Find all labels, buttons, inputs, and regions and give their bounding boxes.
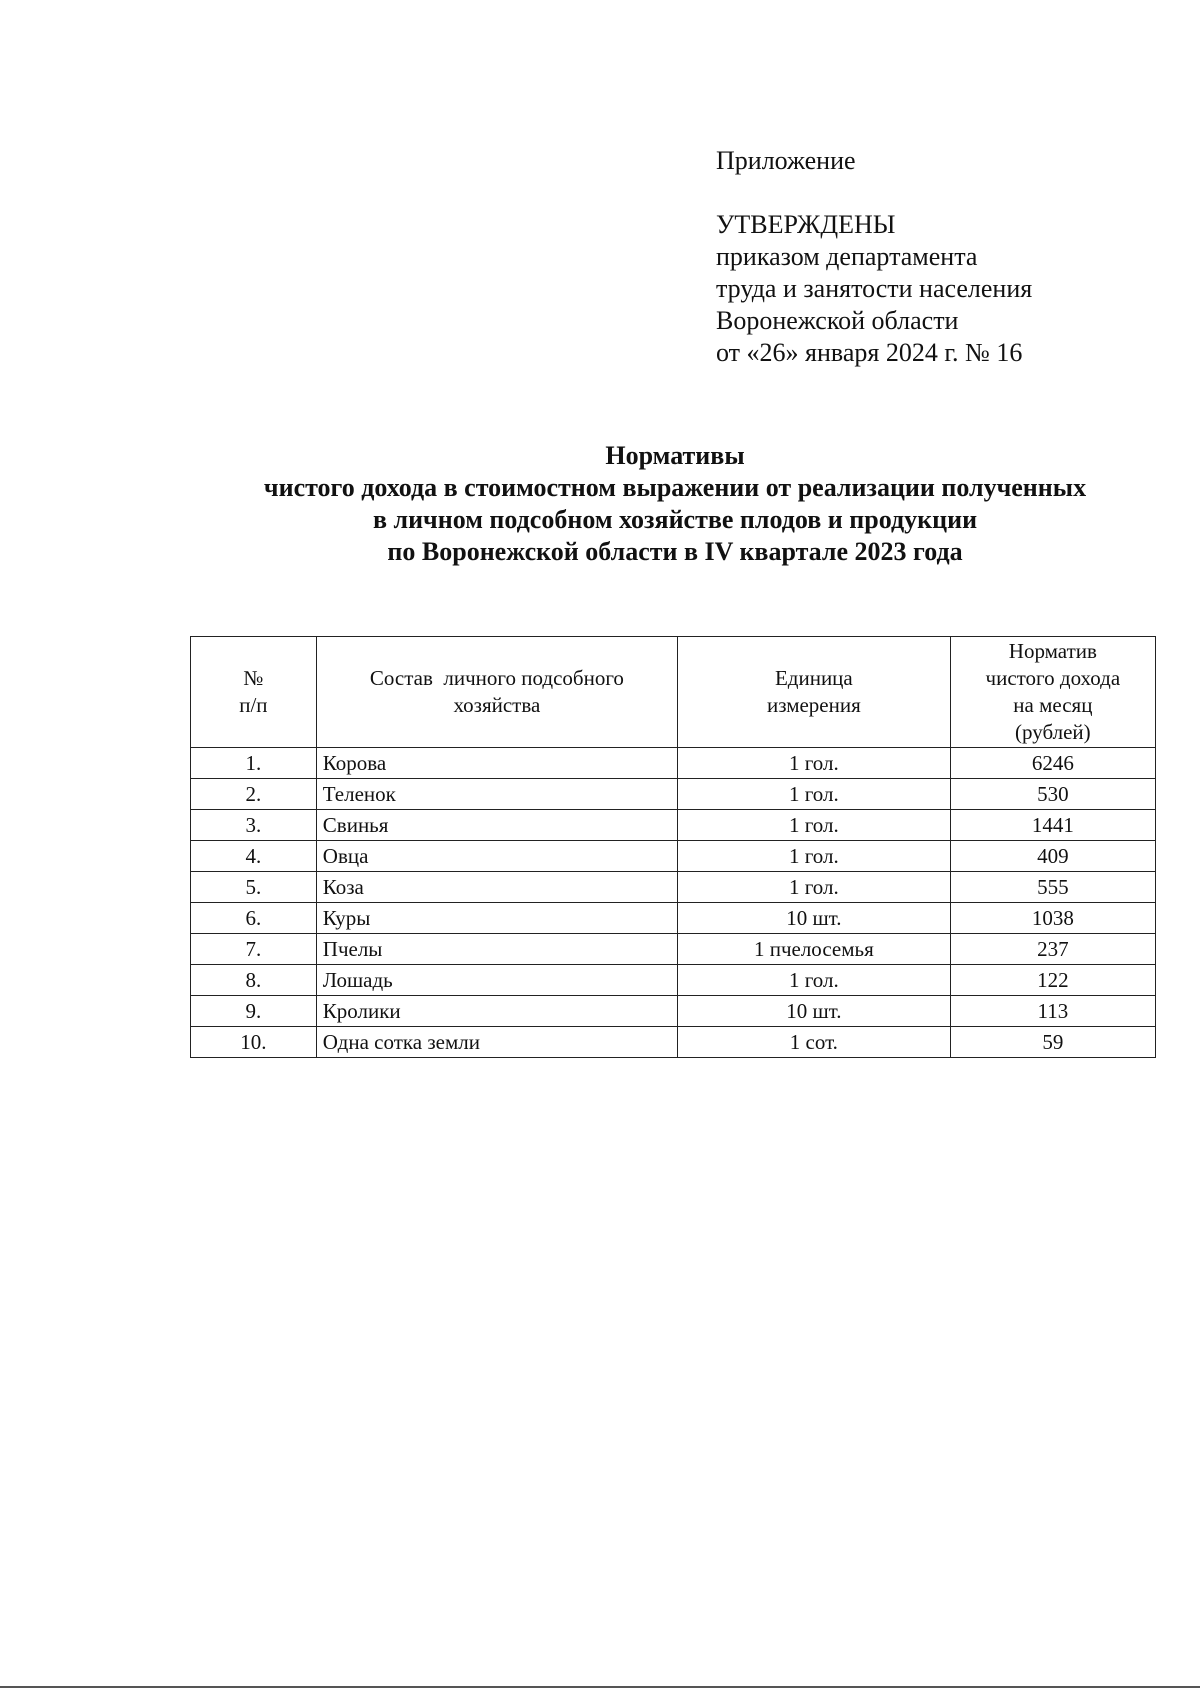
header-value-line: Норматив xyxy=(1008,639,1097,663)
header-row xyxy=(191,637,1156,748)
row-name: Корова xyxy=(316,748,677,779)
row-unit: 1 сот. xyxy=(678,1027,951,1058)
row-value: 113 xyxy=(950,996,1155,1027)
header-num xyxy=(191,637,317,748)
table-row xyxy=(191,841,1156,872)
header-num-line: п/п xyxy=(239,693,268,717)
row-value: 122 xyxy=(950,965,1155,996)
row-unit: 1 пчелосемья xyxy=(678,934,951,965)
table-row xyxy=(191,810,1156,841)
row-name: Кролики xyxy=(316,996,677,1027)
row-number: 8. xyxy=(191,965,317,996)
approval-line: труда и занятости населения xyxy=(716,274,1033,303)
row-value: 1441 xyxy=(950,810,1155,841)
header-unit-line: измерения xyxy=(766,693,861,717)
header-value-line: (рублей) xyxy=(1015,720,1091,744)
title-line: по Воронежской области в IV квартале 2023 года xyxy=(387,537,963,566)
table-row xyxy=(191,779,1156,810)
table-row xyxy=(191,996,1156,1027)
row-unit: 1 гол. xyxy=(678,748,951,779)
row-value: 59 xyxy=(950,1027,1155,1058)
appendix-label: Приложение xyxy=(716,146,856,175)
row-unit: 1 гол. xyxy=(678,779,951,810)
row-value: 1038 xyxy=(950,903,1155,934)
header-value xyxy=(950,637,1155,748)
row-unit: 1 гол. xyxy=(678,810,951,841)
row-unit: 10 шт. xyxy=(678,996,951,1027)
approval-block xyxy=(716,145,1032,369)
table-row xyxy=(191,748,1156,779)
row-value: 555 xyxy=(950,872,1155,903)
table-row xyxy=(191,965,1156,996)
row-number: 6. xyxy=(191,903,317,934)
row-value: 237 xyxy=(950,934,1155,965)
row-unit: 1 гол. xyxy=(678,841,951,872)
row-number: 1. xyxy=(191,748,317,779)
approval-line: Воронежской области xyxy=(716,306,959,335)
header-unit-line: Единица xyxy=(774,666,853,690)
row-name: Коза xyxy=(316,872,677,903)
row-value: 409 xyxy=(950,841,1155,872)
header-name-line: хозяйства xyxy=(453,693,541,717)
row-number: 2. xyxy=(191,779,317,810)
approval-order-date: от «26» января 2024 г. № 16 xyxy=(716,338,1023,367)
norms-table xyxy=(190,636,1156,1058)
header-value-line: чистого дохода xyxy=(985,666,1121,690)
header-num-line: № xyxy=(243,666,264,690)
table-row xyxy=(191,872,1156,903)
header-name-line: Состав личного подсобного xyxy=(369,666,624,690)
row-number: 9. xyxy=(191,996,317,1027)
row-name: Куры xyxy=(316,903,677,934)
table-body xyxy=(191,748,1156,1058)
document-title xyxy=(0,440,1200,568)
row-unit: 10 шт. xyxy=(678,903,951,934)
approval-line: приказом департамента xyxy=(716,242,978,271)
header-value-line: на месяц xyxy=(1013,693,1093,717)
page-bottom-rule xyxy=(0,1686,1200,1688)
row-number: 7. xyxy=(191,934,317,965)
row-value: 530 xyxy=(950,779,1155,810)
row-name: Овца xyxy=(316,841,677,872)
title-line: Нормативы xyxy=(605,441,745,470)
approved-label: УТВЕРЖДЕНЫ xyxy=(716,210,896,239)
row-unit: 1 гол. xyxy=(678,965,951,996)
table-row xyxy=(191,934,1156,965)
header-name xyxy=(316,637,677,748)
row-name: Лошадь xyxy=(316,965,677,996)
row-name: Свинья xyxy=(316,810,677,841)
row-value: 6246 xyxy=(950,748,1155,779)
title-line: в личном подсобном хозяйстве плодов и продукции xyxy=(372,505,978,534)
title-line: чистого дохода в стоимостном выражении от реализации полученных xyxy=(263,473,1087,502)
row-number: 10. xyxy=(191,1027,317,1058)
row-name: Пчелы xyxy=(316,934,677,965)
row-name: Одна сотка земли xyxy=(316,1027,677,1058)
table-row xyxy=(191,1027,1156,1058)
row-number: 4. xyxy=(191,841,317,872)
row-number: 5. xyxy=(191,872,317,903)
row-number: 3. xyxy=(191,810,317,841)
row-name: Теленок xyxy=(316,779,677,810)
table-header xyxy=(191,637,1156,748)
table-row xyxy=(191,903,1156,934)
row-unit: 1 гол. xyxy=(678,872,951,903)
header-unit xyxy=(678,637,951,748)
